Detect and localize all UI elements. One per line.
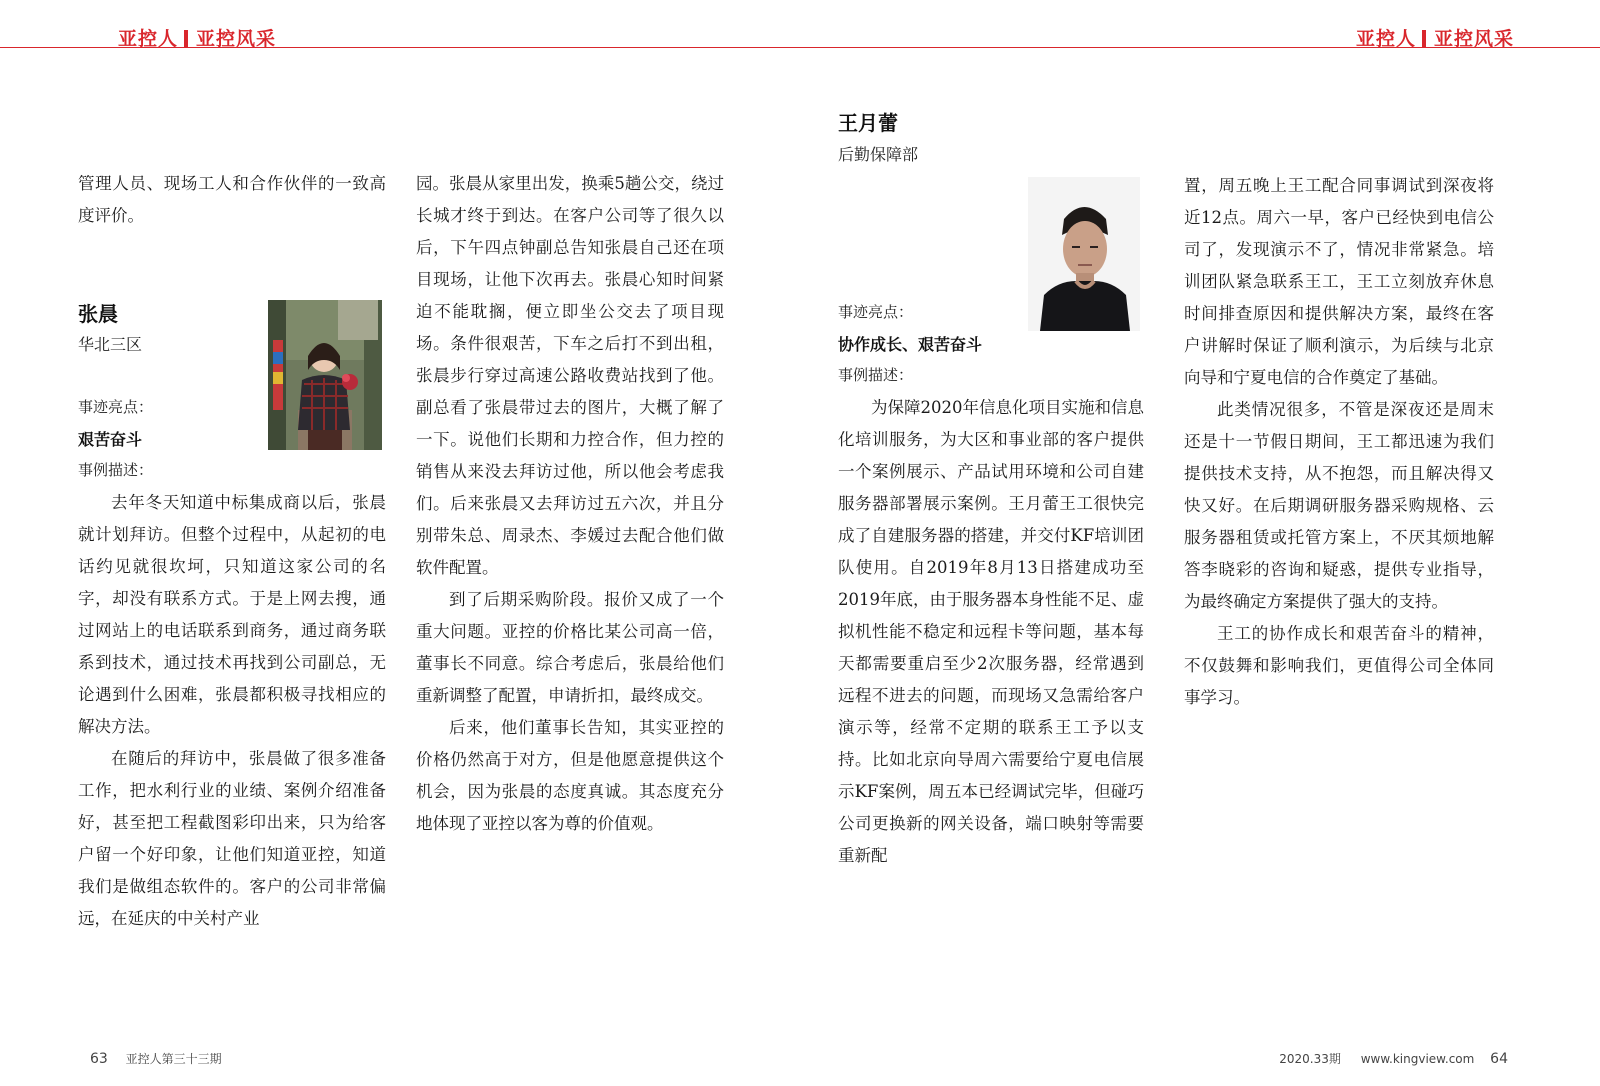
footer-issue: 2020.33期 bbox=[1279, 1052, 1341, 1066]
body-paragraph: 为保障2020年信息化项目实施和信息化培训服务，为大区和事业部的客户提供一个案例展示、产品试用环境和公司自建服务器部署展示案例。王月蕾王工很快完成了自建服务器的搭建，并交付KF培训团队使用。自2019年8月13日搭建成功至2019年底，由于服务器本身性能不足、虚拟机性能不稳定和远程卡等问题，基本每天都需要重启至少2次服务器，经常遇到远程不进去的问题，而现场又急需给客户演示等，经常不定期的联系王工予以支持。比如北京向导周六需要给宁夏电信展示KF案例，周五本已经调试完毕，但碰巧公司更换新的网关设备，端口映射等需要重新配 bbox=[838, 398, 1144, 865]
portrait-photo-wangyuelei bbox=[1028, 177, 1140, 331]
footer-left bbox=[90, 1050, 222, 1067]
highlight-value: 协作成长、艰苦奋斗 bbox=[838, 335, 983, 354]
body-paragraph: 在随后的拜访中，张晨做了很多准备工作，把水利行业的业绩、案例介绍准备好，甚至把工程截图彩印出来，只为给客户留一个好印象，让他们知道亚控，知道我们是做组态软件的。客户的公司非常偏远，在延庆的中关村产业 bbox=[78, 749, 386, 928]
portrait-photo-zhangchen bbox=[268, 300, 382, 450]
continued-paragraph: 置，周五晚上王工配合同事调试到深夜将近12点。周六一早，客户已经快到电信公司了，发现演示不了，情况非常紧急。培训团队紧急联系王工，王工立刻放弃休息时间排查原因和提供解决方案，最终在客户讲解时保证了顺利演示，为后续与北京向导和宁夏电信的合作奠定了基础。 bbox=[1184, 176, 1494, 387]
page-number-right: 64 bbox=[1490, 1051, 1508, 1067]
header-separator bbox=[184, 30, 188, 47]
header-magazine-name: 亚控人 bbox=[1355, 28, 1416, 50]
profile-name: 王月蕾 bbox=[838, 111, 898, 135]
column-4-body bbox=[1184, 170, 1494, 714]
description-label: 事例描述： bbox=[78, 461, 154, 479]
continued-paragraph: 管理人员、现场工人和合作伙伴的一致高度评价。 bbox=[78, 174, 386, 225]
footer-website: www.kingview.com bbox=[1360, 1052, 1475, 1066]
body-paragraph: 王工的协作成长和艰苦奋斗的精神，不仅鼓舞和影响我们，更值得公司全体同事学习。 bbox=[1184, 624, 1494, 707]
column-2-body bbox=[416, 168, 724, 840]
highlight-value: 艰苦奋斗 bbox=[78, 430, 143, 449]
highlight-label: 事迹亮点： bbox=[838, 303, 914, 321]
column-1-continued bbox=[78, 168, 386, 232]
header-section-tag-left bbox=[118, 24, 276, 51]
body-paragraph: 去年冬天知道中标集成商以后，张晨就计划拜访。但整个过程中，从起初的电话约见就很坎坷，只知道这家公司的名字，却没有联系方式。于是上网去搜，通过网站上的电话联系到商务，通过商务联系到技术，通过技术再找到公司副总，无论遇到什么困难，张晨都积极寻找相应的解决方法。 bbox=[78, 493, 386, 736]
body-paragraph: 园。张晨从家里出发，换乘5趟公交，绕过长城才终于到达。在客户公司等了很久以后，下午四点钟副总告知张晨自己还在项目现场，让他下次再去。张晨心知时间紧迫不能耽搁，便立即坐公交去了项目现场。条件很艰苦，下车之后打不到出租，张晨步行穿过高速公路收费站找到了他。副总看了张晨带过去的图片，大概了解了一下。说他们长期和力控合作，但力控的销售从来没去拜访过他，所以他会考虑我们。后来张晨又去拜访过五六次，并且分别带朱总、周录杰、李媛过去配合他们做软件配置。 bbox=[416, 174, 724, 577]
footer-magazine-issue: 亚控人第三十三期 bbox=[125, 1052, 222, 1066]
header-section-tag-right bbox=[1356, 24, 1514, 51]
description-label: 事例描述： bbox=[838, 366, 914, 384]
page-number-left: 63 bbox=[90, 1051, 108, 1067]
body-paragraph: 到了后期采购阶段。报价又成了一个重大问题。亚控的价格比某公司高一倍，董事长不同意。综合考虑后，张晨给他们重新调整了配置，申请折扣，最终成交。 bbox=[416, 590, 724, 705]
column-1-body bbox=[78, 487, 386, 935]
body-paragraph: 此类情况很多，不管是深夜还是周末还是十一节假日期间，王工都迅速为我们提供技术支持，从不抱怨，而且解决得又快又好。在后期调研服务器采购规格、云服务器租赁或托管方案上，不厌其烦地解答李晓彩的咨询和疑惑，提供专业指导，为最终确定方案提供了强大的支持。 bbox=[1184, 400, 1494, 611]
highlight-label: 事迹亮点： bbox=[78, 398, 154, 416]
profile-name: 张晨 bbox=[78, 302, 118, 326]
body-paragraph: 后来，他们董事长告知，其实亚控的价格仍然高于对方，但是他愿意提供这个机会，因为张晨的态度真诚。其态度充分地体现了亚控以客为尊的价值观。 bbox=[416, 718, 724, 833]
header-separator bbox=[1422, 30, 1426, 47]
footer-right bbox=[1279, 1050, 1508, 1067]
profile-department: 华北三区 bbox=[78, 335, 143, 354]
header-section-name: 亚控风采 bbox=[196, 28, 277, 50]
header-section-name: 亚控风采 bbox=[1433, 28, 1514, 50]
column-3-body bbox=[838, 392, 1144, 872]
header-magazine-name: 亚控人 bbox=[118, 28, 179, 50]
profile-department: 后勤保障部 bbox=[838, 145, 919, 164]
